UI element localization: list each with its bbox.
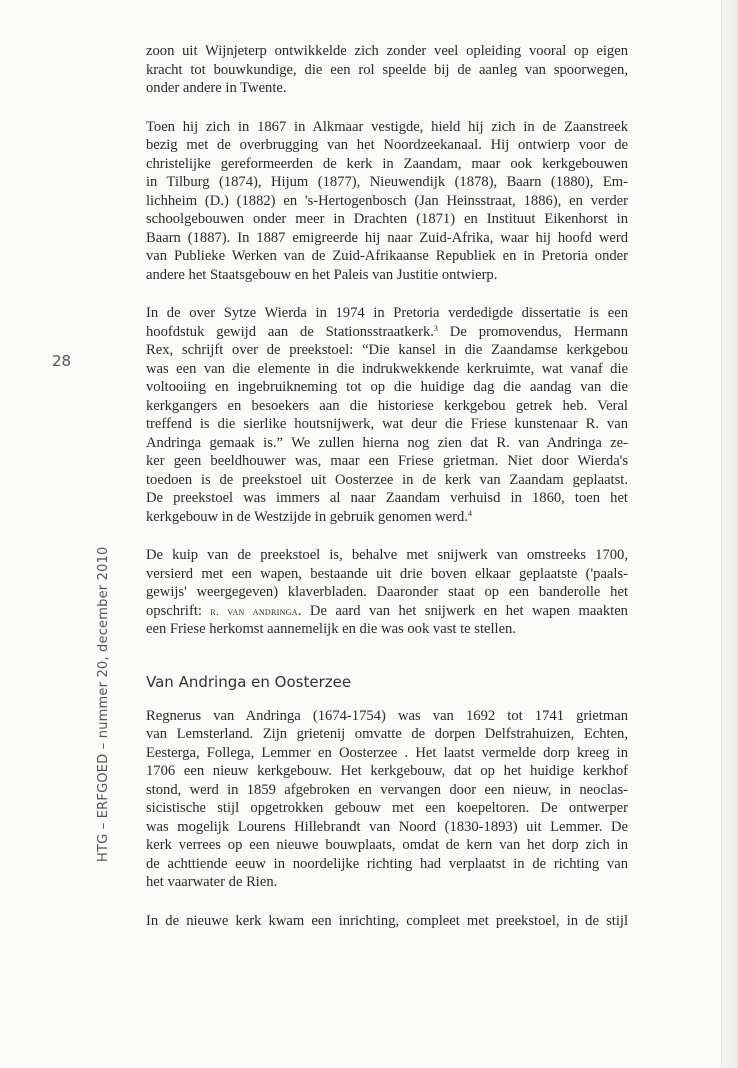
text-line: kerkgangers en besoekers aan die historiese kerkgebou getrek heb. Veral: [146, 397, 628, 414]
text-line: onder andere in Twente.: [146, 80, 287, 96]
text-line: gewijs' weergegeven) klaverbladen. Daaronder staat op een banderolle het: [146, 584, 628, 600]
text-line: het vaarwater de Rien.: [146, 874, 278, 890]
text-line: van Publieke Werken van de Zuid-Afrikaanse Republiek en in Pretoria onder: [146, 248, 628, 264]
text-fragment: De promovendus, Hermann: [437, 323, 628, 340]
text-line: Andringa gemaak is.” We zullen hierna nog zien dat R. van Andringa ze-: [146, 434, 628, 451]
text-line: christelijke gereformeerden de kerk in Zaandam, maar ook kerkgebouwen: [146, 155, 628, 172]
text-line: Toen hij zich in 1867 in Alkmaar vestigde, hield hij zich in de Zaanstreek: [146, 118, 628, 135]
page-edge: [721, 0, 738, 1068]
text-line: [146, 323, 628, 342]
running-footer: HTG – ERFGOED – nummer 20, december 2010: [96, 546, 111, 862]
text-line: In de nieuwe kerk kwam een inrichting, compleet met preekstoel, in de stijl: [146, 912, 628, 929]
text-line: In de over Sytze Wierda in 1974 in Pretoria verdedigde dissertatie is een: [146, 305, 628, 321]
section-heading: Van Andringa en Oosterzee: [146, 672, 352, 691]
text-line: 1706 een nieuw kerkgebouw. Het kerkgebouw, dat op het huidige kerkhof: [146, 763, 628, 779]
paragraph-4: [146, 546, 628, 639]
text-line: schoolgebouwen onder meer in Drachten (1871) en Instituut Eikenhorst in: [146, 211, 628, 227]
text-line: van Lemsterland. Zijn grietenij omvatte de dorpen Delfstrahuizen, Echten,: [146, 726, 628, 742]
paragraph-6: [146, 912, 628, 931]
paragraph-2: [146, 118, 628, 285]
text-line: [146, 508, 628, 527]
text-line: De preekstoel was immers al naar Zaandam verhuisd in 1860, toen het: [146, 490, 628, 506]
text-line: een Friese herkomst aannemelijk en die was ook vast te stellen.: [146, 621, 517, 637]
text-line: Eesterga, Follega, Lemmer en Oosterzee . Het laatst vermelde dorp kreeg in: [146, 744, 628, 761]
text-line: versierd met een wapen, bestaande uit drie boven elkaar geplaatste ('paals-: [146, 565, 628, 582]
inscription-text: r. van andringa: [210, 603, 298, 618]
paragraph-5: [146, 707, 628, 892]
text-fragment: kerkgebouw in de Westzijde in gebruik genomen werd.: [146, 508, 468, 525]
footnote-ref-3[interactable]: 3: [433, 323, 438, 333]
text-line: lichheim (D.) (1882) en 's-Hertogenbosch (Jan Heinsstraat, 1886), en verder: [146, 192, 628, 209]
text-line: treffend is die sierlike houtsnijwerk, wat deur die Friese kunstenaar R. van: [146, 416, 628, 432]
text-line: zoon uit Wijnjeterp ontwikkelde zich zonder veel opleiding vooral op eigen: [146, 43, 628, 59]
text-fragment: opschrift:: [146, 602, 211, 619]
text-fragment: hoofdstuk gewijd aan de Stationsstraatkerk.: [146, 323, 434, 340]
text-line: De kuip van de preekstoel is, behalve met snijwerk van omstreeks 1700,: [146, 547, 628, 563]
paragraph-1: [146, 42, 628, 98]
text-line: was een van die elemente in die indrukwekkende kerkruimte, wat vanaf die: [146, 360, 628, 377]
text-line: was mogelijk Lourens Hillebrandt van Noord (1830-1893) uit Lemmer. De: [146, 818, 628, 835]
text-line: Baarn (1887). In 1887 emigreerde hij naar Zuid-Afrika, waar hij hoofd werd: [146, 229, 628, 246]
text-line: stond, werd in 1859 afgebroken en vervangen door een nieuw, in neoclas-: [146, 781, 628, 798]
page-number: 28: [52, 352, 72, 370]
paragraph-3: [146, 304, 628, 526]
text-line: andere het Staatsgebouw en het Paleis van Justitie ontwierp.: [146, 266, 498, 283]
text-fragment: . De aard van het snijwerk en het wapen maakten: [297, 602, 628, 619]
text-line: bezig met de overbrugging van het Noordzeekanaal. Hij ontwierp voor de: [146, 137, 628, 153]
text-line: kracht tot bouwkundige, die een rol speelde bij de aanleg van spoorwegen,: [146, 61, 628, 78]
text-line: in Tilburg (1874), Hijum (1877), Nieuwendijk (1878), Baarn (1880), Em-: [146, 174, 628, 190]
footnote-ref-4[interactable]: 4: [467, 508, 472, 518]
text-line: de achttiende eeuw in noordelijke richting had verplaatst in de richting van: [146, 855, 628, 872]
text-line: voltooiing en ingebruikneming tot op die huidige dag die aandag van die: [146, 379, 628, 395]
text-line: sicistische stijl opgetrokken gebouw met een koepeltoren. De ontwerper: [146, 800, 628, 816]
text-line: toedoen is de preekstoel uit Oosterzee in de kerk van Zaandam geplaatst.: [146, 471, 628, 488]
text-line: ker geen beeldhouwer was, maar een Friese grietman. Niet door Wierda's: [146, 453, 628, 469]
text-line: [146, 602, 628, 621]
text-line: Rex, schrijft over de preekstoel: “Die kansel in die Zaandamse kerkgebou: [146, 342, 628, 358]
text-column: [146, 42, 628, 950]
text-line: Regnerus van Andringa (1674-1754) was van 1692 tot 1741 grietman: [146, 707, 628, 724]
text-line: kerk verrees op een nieuwe bouwplaats, omdat de kern van het dorp zich in: [146, 837, 628, 853]
